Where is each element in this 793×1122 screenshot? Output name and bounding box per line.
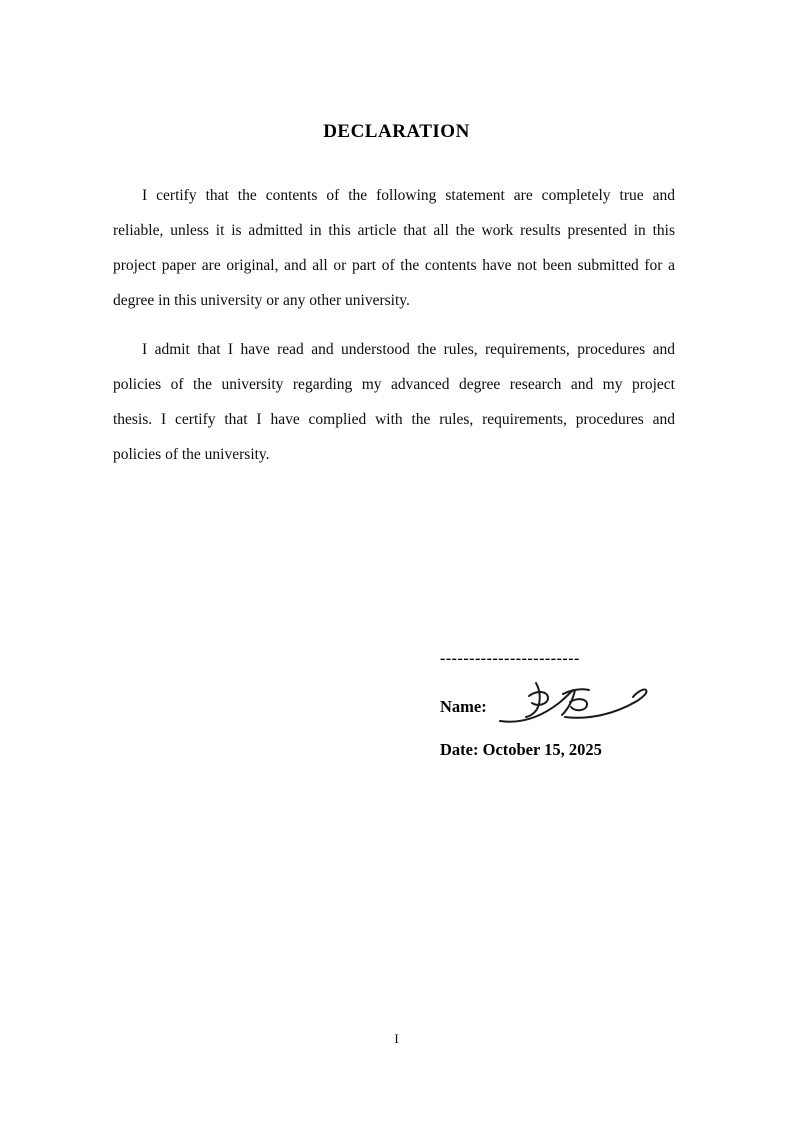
text-line: I certify that the contents of the following statement are completely true and	[142, 187, 675, 204]
page-title: DECLARATION	[323, 121, 470, 142]
text-line: thesis. I certify that I have complied with the rules, requirements, procedures and	[113, 411, 675, 428]
page-number: I	[394, 1031, 399, 1046]
signature-block	[440, 650, 700, 775]
paragraph-2	[113, 332, 675, 472]
text-line: project paper are original, and all or part of the contents have not been submitted for a	[113, 257, 675, 274]
text-line: degree in this university or any other university.	[113, 292, 410, 309]
text-line: reliable, unless it is admitted in this article that all the work results presented in this	[113, 222, 675, 239]
handwritten-signature-icon	[493, 678, 661, 733]
text-line: I admit that I have read and understood the rules, requirements, procedures and	[142, 341, 675, 358]
name-row	[440, 696, 487, 718]
text-line: policies of the university.	[113, 446, 270, 463]
date-label: Date: October 15, 2025	[440, 740, 602, 759]
paragraph-1	[113, 178, 675, 318]
signature-dashed-line: ------------------------	[440, 650, 580, 667]
body-text	[113, 178, 675, 472]
text-line: policies of the university regarding my advanced degree research and my project	[113, 376, 675, 393]
name-label: Name:	[440, 697, 487, 716]
